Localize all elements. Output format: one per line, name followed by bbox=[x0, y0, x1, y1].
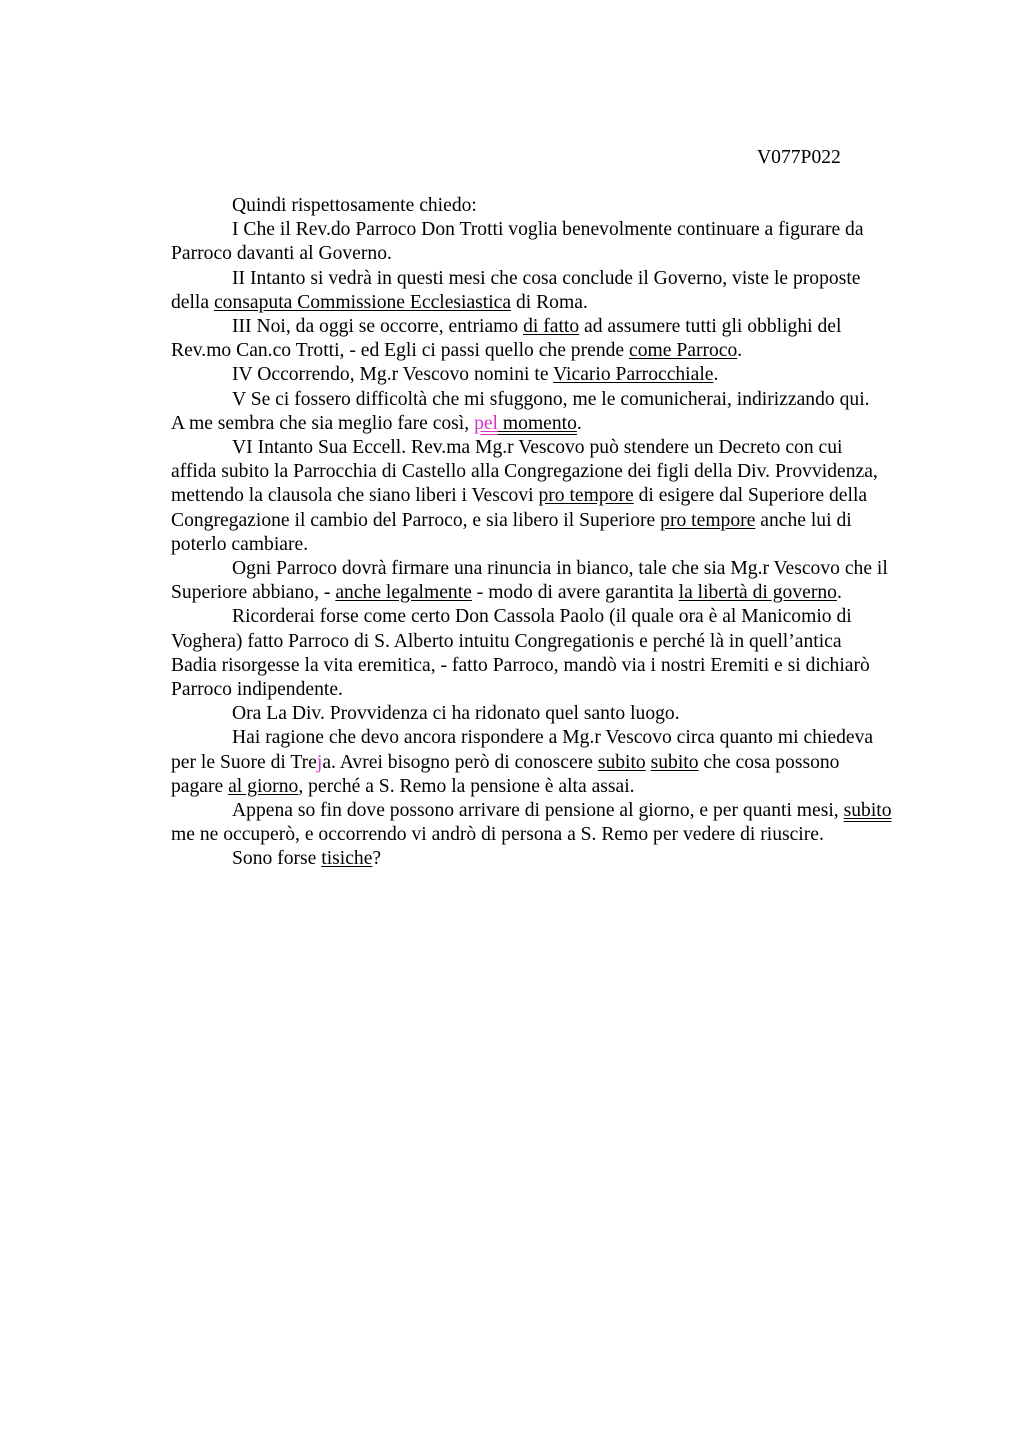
text: Sono forse bbox=[232, 848, 322, 870]
line: Badia risorgesse la vita eremitica, - fatto Parroco, mandò via i nostri Eremiti e si dichiarò bbox=[171, 654, 870, 676]
underlined-text: subito bbox=[650, 751, 699, 773]
paragraph-V bbox=[171, 388, 934, 436]
paragraph-8 bbox=[171, 605, 934, 702]
underlined-text: pro tempore bbox=[538, 485, 634, 507]
text: , perché a S. Remo la pensione è alta assai. bbox=[298, 775, 635, 797]
text: - modo di avere garantita bbox=[471, 582, 679, 604]
underlined-text: subito bbox=[597, 751, 646, 773]
text: Rev.mo Can.co Trotti, - ed Egli ci passi quello che prende bbox=[171, 340, 630, 362]
paragraph-III bbox=[171, 315, 934, 363]
text: . bbox=[576, 412, 582, 434]
paragraph-7 bbox=[171, 557, 934, 605]
intro-paragraph bbox=[171, 194, 934, 218]
underlined-text: consaputa Commissione Ecclesiastica bbox=[213, 291, 512, 313]
underlined-text: di fatto bbox=[523, 316, 580, 338]
text: che cosa possono bbox=[698, 751, 840, 773]
letter-body bbox=[171, 194, 934, 872]
text: Congregazione il cambio del Parroco, e sia libero il Superiore bbox=[171, 509, 661, 531]
line: Parroco davanti al Governo. bbox=[171, 243, 392, 265]
line: Voghera) fatto Parroco di S. Alberto intuitu Congregationis e perché là in quell’antica bbox=[171, 630, 842, 652]
intro-text: Quindi rispettosamente chiedo: bbox=[232, 195, 477, 216]
paragraph-II bbox=[171, 267, 934, 315]
text: ad assumere tutti gli obblighi del bbox=[579, 316, 842, 338]
text: per le Suore di Tre bbox=[171, 751, 317, 773]
text: mettendo la clausola che siano liberi i Vescovi bbox=[171, 485, 539, 507]
paragraph-10 bbox=[171, 726, 934, 799]
highlighted-text: pel bbox=[474, 412, 498, 434]
line: poterlo cambiare. bbox=[171, 533, 309, 555]
highlighted-text: j bbox=[316, 751, 323, 773]
text: Superiore abbiano, - bbox=[171, 582, 336, 604]
paragraph-VI bbox=[171, 436, 934, 557]
text: . bbox=[713, 364, 719, 386]
underlined-text: subito bbox=[843, 800, 892, 822]
line: II Intanto si vedrà in questi mesi che cosa conclude il Governo, viste le proposte bbox=[232, 267, 861, 289]
line: me ne occuperò, e occorrendo vi andrò di persona a S. Remo per vedere di riuscire. bbox=[171, 824, 824, 846]
line: Ricorderai forse come certo Don Cassola Paolo (il quale ora è al Manicomio di bbox=[232, 606, 852, 628]
text: ? bbox=[372, 848, 382, 870]
paragraph-9 bbox=[171, 702, 934, 726]
line: VI Intanto Sua Eccell. Rev.ma Mg.r Vescovo può stendere un Decreto con cui bbox=[232, 437, 843, 459]
line: Parroco indipendente. bbox=[171, 679, 343, 701]
paragraph-11 bbox=[171, 799, 934, 847]
paragraph-12 bbox=[171, 847, 934, 871]
line: V Se ci fossero difficoltà che mi sfuggono, me le comunicherai, indirizzando qui. bbox=[232, 388, 870, 410]
underlined-text: anche legalmente bbox=[335, 582, 472, 604]
text: A me sembra che sia meglio fare così, bbox=[171, 412, 475, 434]
text: . bbox=[836, 582, 842, 604]
text: della bbox=[171, 291, 214, 313]
line: Hai ragione che devo ancora rispondere a Mg.r Vescovo circa quanto mi chiedeva bbox=[232, 727, 874, 749]
text: di Roma. bbox=[511, 291, 588, 313]
underlined-text: momento bbox=[502, 412, 577, 434]
underlined-text: la libertà di governo bbox=[678, 582, 837, 604]
text: a. Avrei bisogno però di conoscere bbox=[322, 751, 598, 773]
text: . bbox=[737, 340, 743, 362]
text: IV Occorrendo, Mg.r Vescovo nomini te bbox=[232, 364, 554, 386]
text: di esigere dal Superiore della bbox=[633, 485, 868, 507]
line: I Che il Rev.do Parroco Don Trotti voglia benevolmente continuare a figurare da bbox=[232, 219, 864, 241]
text: anche lui di bbox=[755, 509, 852, 531]
text: pagare bbox=[171, 775, 229, 797]
underlined-text: al giorno bbox=[228, 775, 299, 797]
underlined-text: come Parroco bbox=[629, 340, 738, 362]
line: affida subito la Parrocchia di Castello alla Congregazione dei figli della Div. Provvidenza, bbox=[171, 461, 878, 483]
line: Ogni Parroco dovrà firmare una rinuncia in bianco, tale che sia Mg.r Vescovo che il bbox=[232, 558, 888, 580]
line: Ora La Div. Provvidenza ci ha ridonato quel santo luogo. bbox=[232, 703, 680, 725]
text: III Noi, da oggi se occorre, entriamo bbox=[232, 316, 524, 338]
text: Appena so fin dove possono arrivare di pensione al giorno, e per quanti mesi, bbox=[232, 800, 844, 822]
underlined-text: tisiche bbox=[321, 848, 373, 870]
paragraph-I bbox=[171, 218, 934, 266]
paragraph-IV bbox=[171, 363, 934, 387]
underlined-text: pro tempore bbox=[660, 509, 756, 531]
underlined-text: Vicario Parrocchiale bbox=[553, 364, 714, 386]
document-reference: V077P022 bbox=[757, 147, 841, 168]
